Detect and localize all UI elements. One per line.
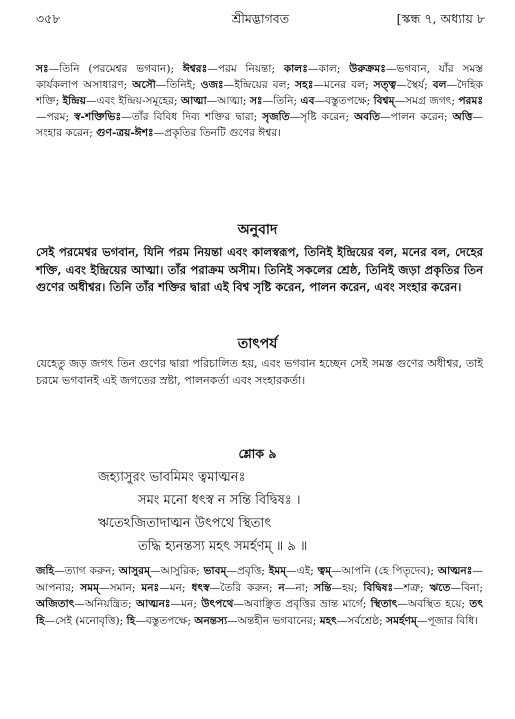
word-meaning: সর্বশ্রেষ্ঠ; xyxy=(347,614,383,627)
word-meaning: ত্যাগ করুন; xyxy=(64,565,116,577)
sanskrit-word: মহৎ xyxy=(319,614,337,627)
sanskrit-word: ঋতে xyxy=(429,581,451,594)
word-meaning: প্রকৃতির তিনটি গুণের ঈশ্বর। xyxy=(164,127,282,139)
sanskrit-word: কালঃ xyxy=(283,63,308,75)
sanskrit-word: ইন্দ্রিয় xyxy=(62,95,86,107)
sanskrit-word: সৃজতি xyxy=(262,111,290,123)
word-meaning: অন্তহীন ভগবানের; xyxy=(237,614,317,627)
sanskrit-word: স্ব-শক্তিভিঃ xyxy=(74,111,122,123)
word-meaning: দৈহিক শক্তি; xyxy=(36,79,483,107)
sanskrit-word: সঃ xyxy=(36,63,49,75)
word-meaning: অনিয়ন্ত্রিত; xyxy=(84,598,132,610)
word-meaning: বিনা; xyxy=(461,581,483,594)
sanskrit-word: বিশ্বম্ xyxy=(373,95,395,107)
sanskrit-word: উরুক্রমঃ xyxy=(349,63,386,75)
sanskrit-word: এব xyxy=(300,95,315,107)
translation-text: সেই পরমেশ্বর ভগবান, যিনি পরম নিয়ন্তা এবং কালস্বরূপ, তিনিই ইন্দ্রিয়ের বল, মনের বল, দেহের শক্তি, এবং ইন্দ্রিয়ের আত্মা। তাঁর পরাক্রম অসীম। তিনিই সকলের শ্রেষ্ঠ, তিনিই জড়া প্রকৃতির তিন গুণের অধীশ্বর। তিনি তাঁর শক্তির দ্বারা এই বিশ্ব সৃষ্টি করেন, পালন করেন, এবং সংহার করেন। xyxy=(36,245,483,294)
word-meaning: সংহার করেন; xyxy=(36,127,93,139)
word-meaning: পালন করেন; xyxy=(390,111,448,123)
sanskrit-word: ঈশ্বরঃ xyxy=(182,63,208,75)
sanskrit-word: সঃ xyxy=(249,95,263,107)
word-meaning: তৈরি করুন; xyxy=(220,581,273,594)
sanskrit-word: সন্তি xyxy=(314,581,332,594)
chapter-reference: [স্কন্ধ ৭, অধ্যায় ৮ xyxy=(396,11,485,26)
sanskrit-word: হি xyxy=(126,614,136,627)
sanskrit-word: আত্মনঃ xyxy=(437,565,473,577)
word-meaning: ভগবান, যাঁর সমস্ত কার্যকলাপ অসাধারণ; xyxy=(36,63,483,91)
sanskrit-word: আসুরম্ xyxy=(118,565,150,577)
sanskrit-word: ইমম্ xyxy=(268,565,287,577)
verse-line-3: ঋতেঽজিতাদাত্মন উৎপথে স্থিতাৎ xyxy=(98,516,272,531)
word-meaning: বস্তুতপক্ষে; xyxy=(145,614,191,627)
sanskrit-word: আত্মনঃ xyxy=(136,598,171,610)
word-meaning: প্রবৃত্তি; xyxy=(236,565,265,577)
word-meaning: তাঁর বিবিধ দিব্য শক্তির দ্বারা; xyxy=(131,111,258,123)
word-meaning: সেই (মনোবৃত্তি); xyxy=(55,614,124,627)
word-meaning: এই; xyxy=(296,565,314,577)
sanskrit-word: পরমঃ xyxy=(458,95,484,107)
sanskrit-word: সমম্ xyxy=(80,581,99,594)
word-meaning: এবং ইন্দ্রিয়-সমূহের; xyxy=(96,95,178,107)
sanskrit-word: উৎপথে xyxy=(201,598,234,610)
word-meaning: আসুরিক; xyxy=(160,565,200,577)
word-meaning: সমগ্র জগৎ; xyxy=(405,95,456,107)
word-meaning: তিনি; xyxy=(273,95,298,107)
sanskrit-word: তৎ হি xyxy=(36,598,484,627)
word-meaning: ইন্দ্রিয়ের বল; xyxy=(234,79,291,91)
word-meaning: আপনি (হে পিতৃদেব); xyxy=(341,565,434,577)
sanskrit-word: ধৎস্ব xyxy=(191,581,210,594)
verse-line-2: সমং মনো ধৎস্ব ন সন্তি বিদ্বিষঃ । xyxy=(138,493,301,508)
word-meaning: পরম; xyxy=(46,111,70,123)
word-meaning: সৃষ্টি করেন; xyxy=(300,111,350,123)
sanskrit-word: অবতি xyxy=(354,111,381,123)
word-meaning: মনের বল; xyxy=(323,79,369,91)
sanskrit-word: সহঃ xyxy=(295,79,314,91)
sanskrit-word: জহি xyxy=(36,565,55,577)
book-title: শ্রীমদ্ভাগবত xyxy=(231,11,290,26)
word-meaning: তিনিই; xyxy=(166,79,196,91)
sanskrit-word: গুণ-ত্রয়-ঈশঃ xyxy=(96,127,154,139)
sanskrit-word: সমর্হণম্ xyxy=(386,614,417,627)
page-number: ৩৫৮ xyxy=(36,11,61,26)
purport-heading: তাৎপর্য xyxy=(237,336,278,352)
translation-heading: অনুবাদ xyxy=(237,222,278,238)
sanskrit-word: সত্ত্ব xyxy=(373,79,397,91)
word-meaning: কাল; xyxy=(318,63,341,75)
sanskrit-word: ভাবম্ xyxy=(203,565,227,577)
word-meaning: আপনার; xyxy=(36,581,75,594)
word-meaning: শত্রু; xyxy=(403,581,424,594)
sanskrit-word: অত্তি xyxy=(452,111,473,123)
sanskrit-word: স্থিতাৎ xyxy=(370,598,398,610)
sanskrit-word: অজিতাৎ xyxy=(36,598,75,610)
sanskrit-word: অনন্তস্য xyxy=(194,614,228,627)
word-meaning: আত্মা; xyxy=(217,95,247,107)
word-meaning: না; xyxy=(295,581,309,594)
sanskrit-word: ন xyxy=(278,581,285,594)
word-meaning: বস্তুতপক্ষে; xyxy=(325,95,371,107)
word-meaning: স্থৈর্য; xyxy=(406,79,428,91)
sanskrit-word: বিদ্বিষঃ xyxy=(363,581,394,594)
word-meaning: অবস্থিত হয়ে; xyxy=(407,598,466,610)
word-meaning: অবাঞ্ছিত প্রবৃত্তির ভ্রান্ত মার্গে; xyxy=(244,598,367,610)
verse-line-1: জহ্যাসুরং ভাবমিমং ত্বমাত্মনঃ xyxy=(98,470,246,485)
sanskrit-word: ত্বম্ xyxy=(317,565,332,577)
word-meaning: পূজার বিধি। xyxy=(427,614,479,627)
sanskrit-word: অসৌ xyxy=(132,79,156,91)
sanskrit-word: আত্মা xyxy=(181,95,207,107)
word-meaning: মন; xyxy=(169,581,186,594)
verse-heading: শ্লোক ৯ xyxy=(238,446,277,461)
verse-line-4: তদ্ধি হ্যনন্তস্য মহৎ সমর্হণম্ ॥ ৯ ॥ xyxy=(138,539,308,554)
sanskrit-word: মনঃ xyxy=(141,581,160,594)
word-meanings-verse-8: সঃ—তিনি (পরমেশ্বর ভগবান); ঈশ্বরঃ—পরম নিয়ন্তা; কালঃ—কাল; উরুক্রমঃ—ভগবান, যাঁর সমস্ত কার্যকলাপ অসাধারণ; অসৌ—তিনিই; ওজঃ—ইন্দ্রিয়ের বল; সহঃ—মনের বল; সত্ত্ব—স্থৈর্য; বল—দৈহিক শক্তি; ইন্দ্রিয়—এবং ইন্দ্রিয়-সমূহের; আত্মা—আত্মা; সঃ—তিনি; এব—বস্তুতপক্ষে; বিশ্বম্—সমগ্র জগৎ; পরমঃ—পরম; স্ব-শক্তিভিঃ—তাঁর বিবিধ দিব্য শক্তির দ্বারা; সৃজতি—সৃষ্টি করেন; অবতি—পালন করেন; অত্তি—সংহার করেন; গুণ-ত্রয়-ঈশঃ—প্রকৃতির তিনটি গুণের ঈশ্বর। xyxy=(36,63,484,139)
word-meaning: পরম নিয়ন্তা; xyxy=(217,63,276,75)
word-meanings-verse-9: জহি—ত্যাগ করুন; আসুরম্—আসুরিক; ভাবম্—প্রবৃত্তি; ইমম্—এই; ত্বম্—আপনি (হে পিতৃদেব); আত্মনঃ—আপনার; সমম্—সমান; মনঃ—মন; ধৎস্ব—তৈরি করুন; ন—না; সন্তি—হয়; বিদ্বিষঃ—শত্রু; ঋতে—বিনা; অজিতাৎ—অনিয়ন্ত্রিত; আত্মনঃ—মন; উৎপথে—অবাঞ্ছিত প্রবৃত্তির ভ্রান্ত মার্গে; স্থিতাৎ—অবস্থিত হয়ে; তৎ হি—সেই (মনোবৃত্তি); হি—বস্তুতপক্ষে; অনন্তস্য—অন্তহীন ভগবানের; মহৎ—সর্বশ্রেষ্ঠ; সমর্হণম্—পূজার বিধি। xyxy=(36,565,484,627)
sanskrit-word: বল xyxy=(432,79,447,91)
word-meaning: মন; xyxy=(181,598,197,610)
page-header xyxy=(36,11,485,31)
word-meaning: হয়; xyxy=(342,581,358,594)
purport-text: যেহেতু জড় জগৎ তিন গুণের দ্বারা পরিচালিত হয়, এবং ভগবান হচ্ছেন সেই সমস্ত গুণের অধীশ্বর, তাই চরমে ভগবানই এই জগতের স্রষ্টা, পালনকর্তা এবং সংহারকর্তা। xyxy=(36,357,483,387)
sanskrit-word: ওজঃ xyxy=(200,79,224,91)
word-meaning: সমান; xyxy=(109,581,136,594)
word-meaning: তিনি (পরমেশ্বর ভগবান); xyxy=(59,63,175,75)
